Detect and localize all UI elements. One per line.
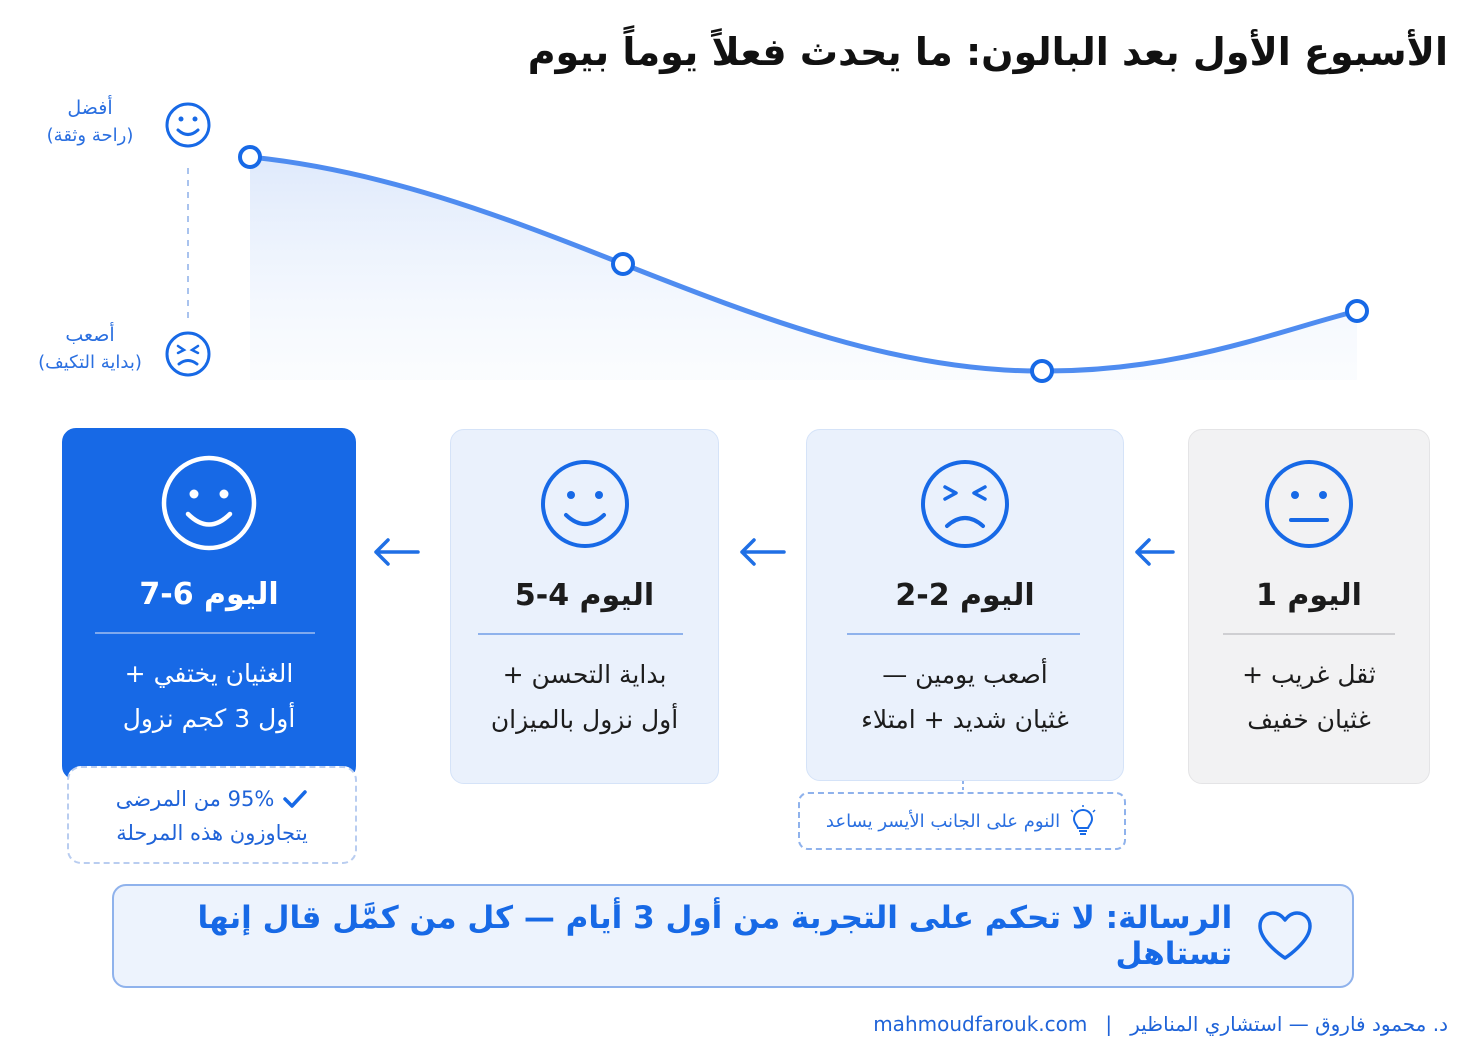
note-text-2: يتجاوزون هذه المرحلة xyxy=(116,821,308,845)
divider xyxy=(95,632,315,634)
harder-face-icon xyxy=(167,333,209,375)
card-title: اليوم 6-7 xyxy=(139,577,279,612)
message-banner xyxy=(112,884,1354,988)
check-icon xyxy=(282,788,308,810)
note-line-1 xyxy=(69,782,355,816)
card-description xyxy=(63,651,355,741)
card-title: اليوم 1 xyxy=(1256,578,1362,613)
card-line-2: أول نزول بالميزان xyxy=(490,705,679,734)
card-line-1: بداية التحسن + xyxy=(502,660,667,689)
card-day-6-7 xyxy=(62,428,356,780)
legend-better-label: أفضل xyxy=(67,97,113,119)
arrow-left-icon xyxy=(1133,536,1177,568)
card-day-2-2 xyxy=(806,429,1124,781)
legend-harder-sub: (بداية التكيف) xyxy=(38,352,142,373)
card-day-4-5 xyxy=(450,429,719,784)
mood-curve xyxy=(0,0,1484,420)
card-line-2: غثيان خفيف xyxy=(1247,705,1371,734)
footer-separator: | xyxy=(1105,1012,1113,1036)
arrow-left-icon xyxy=(372,536,422,568)
better-face-icon xyxy=(167,104,209,146)
tip-text: النوم على الجانب الأيسر يساعد xyxy=(825,810,1061,832)
footer-website[interactable]: mahmoudfarouk.com xyxy=(873,1012,1088,1036)
happy-face-icon xyxy=(159,453,259,553)
success-note xyxy=(67,766,357,864)
legend-harder xyxy=(20,321,160,377)
legend-harder-label: أصعب xyxy=(65,324,115,346)
divider xyxy=(478,633,683,635)
card-description xyxy=(451,652,718,742)
curve-point-day-4-5 xyxy=(613,254,633,274)
footer xyxy=(873,1012,1448,1036)
card-day-1 xyxy=(1188,429,1430,784)
smile-face-icon xyxy=(539,458,631,550)
card-line-2: غثيان شديد + امتلاء xyxy=(861,705,1069,734)
message-text: الرسالة: لا تحكم على التجربة من أول 3 أيام — كل من كمَّل قال إنها تستاهل xyxy=(197,900,1233,972)
curve-point-day-2-2 xyxy=(1032,361,1052,381)
divider xyxy=(847,633,1080,635)
card-line-1: ثقل غريب + xyxy=(1242,660,1376,689)
lightbulb-icon xyxy=(1068,804,1098,838)
card-line-2: أول 3 كجم نزول xyxy=(122,704,296,733)
curve-point-day-6-7 xyxy=(240,147,260,167)
heart-icon xyxy=(1256,910,1312,962)
card-line-1: الغثيان يختفي + xyxy=(124,659,294,688)
card-description xyxy=(807,652,1123,742)
tip-box xyxy=(798,792,1126,850)
footer-author: د. محمود فاروق — استشاري المناظير xyxy=(1130,1012,1448,1036)
arrow-left-icon xyxy=(738,536,788,568)
divider xyxy=(1223,633,1395,635)
distressed-face-icon xyxy=(919,458,1011,550)
card-line-1: أصعب يومين — xyxy=(882,660,1048,689)
curve-point-day-1 xyxy=(1347,301,1367,321)
neutral-face-icon xyxy=(1263,458,1355,550)
legend-better xyxy=(20,94,160,150)
page-title: الأسبوع الأول بعد البالون: ما يحدث فعلاً يوماً بيوم xyxy=(527,30,1448,74)
card-title: اليوم 4-5 xyxy=(514,578,655,613)
card-title: اليوم 2-2 xyxy=(895,578,1035,613)
note-text-1: 95% من المرضى xyxy=(115,787,275,811)
legend-better-sub: (راحة وثقة) xyxy=(46,125,134,146)
card-description xyxy=(1189,652,1429,742)
